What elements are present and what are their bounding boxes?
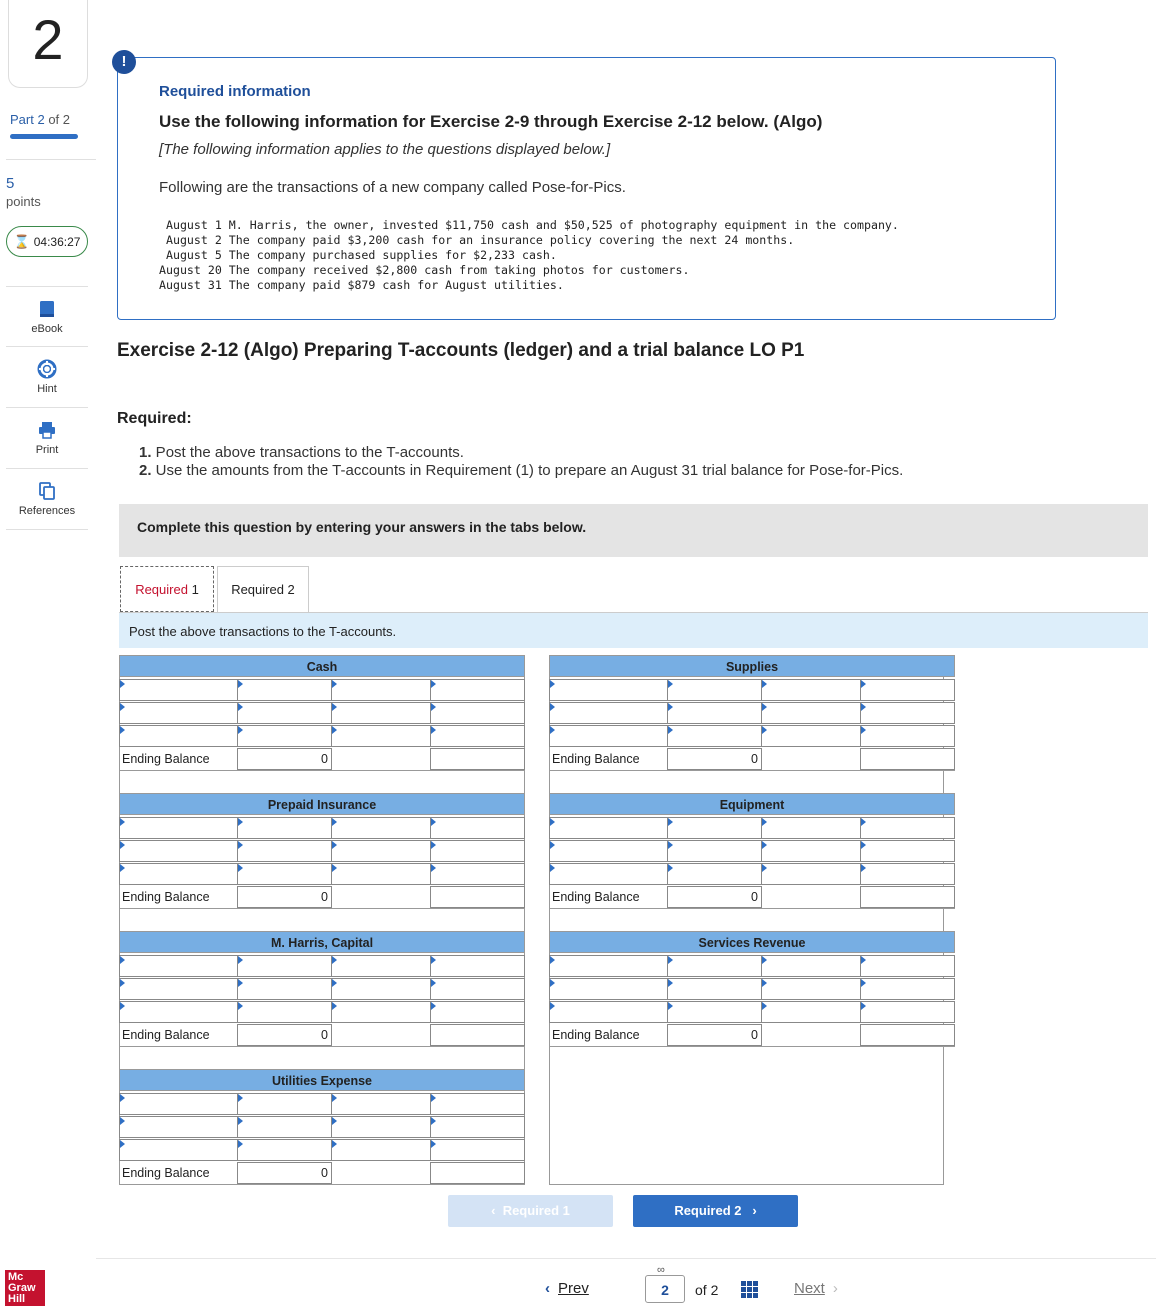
entry-amount-input[interactable] bbox=[860, 702, 955, 724]
entry-date-select[interactable] bbox=[549, 725, 668, 747]
entry-date-select[interactable] bbox=[761, 725, 861, 747]
entry-date-select[interactable] bbox=[549, 817, 668, 839]
entry-amount-input[interactable] bbox=[430, 725, 525, 747]
ending-balance-debit: 0 bbox=[667, 886, 762, 908]
ending-balance-credit bbox=[860, 1024, 955, 1046]
entry-date-select[interactable] bbox=[761, 978, 861, 1000]
prev-question-button[interactable] bbox=[545, 1280, 589, 1297]
t-account-title: Services Revenue bbox=[549, 931, 955, 953]
entry-amount-input[interactable] bbox=[667, 702, 762, 724]
entry-date-select[interactable] bbox=[761, 955, 861, 977]
ending-balance-credit bbox=[860, 886, 955, 908]
ending-balance-credit bbox=[430, 1024, 525, 1046]
row-divider bbox=[119, 770, 525, 771]
entry-date-select[interactable] bbox=[331, 725, 431, 747]
page-number-box[interactable]: 2 bbox=[645, 1275, 685, 1303]
ending-balance-debit: 0 bbox=[237, 886, 332, 908]
transaction-line: August 31 The company paid $879 cash for August utilities. bbox=[159, 278, 564, 292]
entry-date-select[interactable] bbox=[119, 1139, 238, 1161]
ebook-button[interactable] bbox=[6, 286, 88, 347]
entry-date-select[interactable] bbox=[549, 978, 668, 1000]
entry-amount-input[interactable] bbox=[667, 863, 762, 885]
print-button[interactable] bbox=[6, 408, 88, 469]
requirement-1 bbox=[139, 444, 903, 462]
printer-icon bbox=[37, 420, 57, 440]
logo-line: Hill bbox=[8, 1293, 26, 1305]
row-divider bbox=[119, 1046, 525, 1047]
row-divider bbox=[549, 1046, 955, 1047]
entry-amount-input[interactable] bbox=[667, 955, 762, 977]
question-number: 2 bbox=[8, 0, 88, 88]
transaction-line: August 20 The company received $2,800 cash from taking photos for customers. bbox=[159, 263, 690, 277]
entry-date-select[interactable] bbox=[119, 840, 238, 862]
ending-balance-label: Ending Balance bbox=[552, 890, 640, 904]
entry-amount-input[interactable] bbox=[860, 1001, 955, 1023]
references-button[interactable] bbox=[6, 469, 88, 530]
ending-balance-credit bbox=[430, 886, 525, 908]
entry-date-select[interactable] bbox=[549, 863, 668, 885]
entry-date-select[interactable] bbox=[549, 955, 668, 977]
entry-date-select[interactable] bbox=[119, 955, 238, 977]
t-account-prepaid-insurance bbox=[119, 793, 525, 909]
entry-date-select[interactable] bbox=[331, 840, 431, 862]
row-divider bbox=[119, 1184, 525, 1185]
requirements-list bbox=[139, 444, 903, 480]
part-num: 2 bbox=[37, 112, 45, 127]
entry-amount-input[interactable] bbox=[237, 863, 332, 885]
entry-amount-input[interactable] bbox=[667, 817, 762, 839]
references-label: References bbox=[18, 505, 76, 517]
divider bbox=[6, 159, 96, 160]
entry-amount-input[interactable] bbox=[430, 679, 525, 701]
entry-amount-input[interactable] bbox=[430, 1093, 525, 1115]
transaction-line: August 1 M. Harris, the owner, invested $11,750 cash and $50,525 of photography equipment in the company. bbox=[159, 218, 899, 232]
tab-required-1[interactable] bbox=[120, 566, 214, 612]
row-divider bbox=[549, 908, 955, 909]
t-account-title: Prepaid Insurance bbox=[119, 793, 525, 815]
entry-amount-input[interactable] bbox=[237, 955, 332, 977]
entry-amount-input[interactable] bbox=[667, 725, 762, 747]
entry-date-select[interactable] bbox=[761, 679, 861, 701]
logo-line: Mc bbox=[8, 1271, 24, 1283]
entry-amount-input[interactable] bbox=[430, 840, 525, 862]
ending-balance-credit bbox=[430, 1162, 525, 1184]
ending-balance-label: Ending Balance bbox=[552, 752, 640, 766]
entry-date-select[interactable] bbox=[331, 1139, 431, 1161]
entry-amount-input[interactable] bbox=[430, 817, 525, 839]
book-icon bbox=[37, 299, 57, 319]
info-heading: Use the following information for Exercise 2-9 through Exercise 2-12 below. (Algo) bbox=[159, 112, 823, 131]
entry-amount-input[interactable] bbox=[667, 978, 762, 1000]
entry-amount-input[interactable] bbox=[237, 1001, 332, 1023]
entry-amount-input[interactable] bbox=[860, 955, 955, 977]
prev-requirement-button[interactable] bbox=[448, 1195, 613, 1227]
lifebuoy-icon bbox=[37, 359, 57, 379]
requirement-2 bbox=[139, 462, 903, 480]
req-num: 1. bbox=[139, 444, 152, 461]
entry-date-select[interactable] bbox=[119, 1093, 238, 1115]
t-account-cash bbox=[119, 655, 525, 771]
part-indicator bbox=[10, 112, 70, 127]
t-account-title: Utilities Expense bbox=[119, 1069, 525, 1091]
ebook-label: eBook bbox=[31, 323, 63, 335]
entry-date-select[interactable] bbox=[119, 1001, 238, 1023]
chevron-left-icon: ‹ bbox=[491, 1203, 496, 1218]
tab-num: 1 bbox=[191, 582, 199, 597]
req-text: Post the above transactions to the T-accounts. bbox=[151, 444, 464, 461]
entry-amount-input[interactable] bbox=[237, 1116, 332, 1138]
grid-view-icon[interactable] bbox=[741, 1281, 758, 1298]
entry-amount-input[interactable] bbox=[237, 817, 332, 839]
t-account-supplies bbox=[549, 655, 955, 771]
transaction-line: August 5 The company purchased supplies for $2,233 cash. bbox=[159, 248, 557, 262]
entry-date-select[interactable] bbox=[761, 1001, 861, 1023]
entry-date-select[interactable] bbox=[119, 702, 238, 724]
entry-amount-input[interactable] bbox=[667, 1001, 762, 1023]
entry-amount-input[interactable] bbox=[430, 863, 525, 885]
transactions-list bbox=[159, 218, 899, 293]
entry-amount-input[interactable] bbox=[860, 725, 955, 747]
chevron-left-icon: ‹ bbox=[545, 1280, 550, 1297]
t-account-title: Cash bbox=[119, 655, 525, 677]
footer-divider bbox=[96, 1258, 1156, 1259]
link-icon: ∞ bbox=[657, 1264, 665, 1276]
logo-line: Graw bbox=[8, 1282, 36, 1294]
entry-amount-input[interactable] bbox=[430, 978, 525, 1000]
timer[interactable] bbox=[6, 226, 88, 257]
chevron-right-icon: › bbox=[832, 1280, 838, 1297]
sidebar bbox=[0, 0, 96, 1306]
row-divider bbox=[549, 770, 955, 771]
entry-amount-input[interactable] bbox=[667, 679, 762, 701]
required-heading: Required: bbox=[117, 410, 192, 427]
entry-date-select[interactable] bbox=[331, 679, 431, 701]
ending-balance-debit: 0 bbox=[237, 748, 332, 770]
part-of: of 2 bbox=[48, 112, 71, 127]
entry-amount-input[interactable] bbox=[237, 1139, 332, 1161]
t-account-title: M. Harris, Capital bbox=[119, 931, 525, 953]
hourglass-icon: ⌛ bbox=[13, 233, 30, 249]
ending-balance-label: Ending Balance bbox=[122, 1028, 210, 1042]
entry-date-select[interactable] bbox=[331, 702, 431, 724]
entry-date-select[interactable] bbox=[119, 978, 238, 1000]
next-question-button[interactable] bbox=[794, 1280, 838, 1297]
ending-balance-debit: 0 bbox=[237, 1024, 332, 1046]
ending-balance-label: Ending Balance bbox=[122, 752, 210, 766]
entry-date-select[interactable] bbox=[119, 679, 238, 701]
print-label: Print bbox=[35, 444, 59, 456]
tab-required-2[interactable]: Required 2 bbox=[217, 566, 309, 612]
entry-amount-input[interactable] bbox=[430, 955, 525, 977]
t-account-services-revenue bbox=[549, 931, 955, 1047]
t-account-title: Equipment bbox=[549, 793, 955, 815]
entry-amount-input[interactable] bbox=[860, 863, 955, 885]
copy-icon bbox=[37, 481, 57, 501]
points-label: points bbox=[6, 194, 41, 209]
entry-amount-input[interactable] bbox=[430, 1116, 525, 1138]
next-label: Next bbox=[794, 1280, 825, 1297]
entry-date-select[interactable] bbox=[119, 817, 238, 839]
entry-amount-input[interactable] bbox=[430, 1001, 525, 1023]
ending-balance-credit bbox=[860, 748, 955, 770]
row-divider bbox=[119, 908, 525, 909]
entry-amount-input[interactable] bbox=[237, 840, 332, 862]
entry-date-select[interactable] bbox=[331, 817, 431, 839]
entry-amount-input[interactable] bbox=[237, 725, 332, 747]
entry-amount-input[interactable] bbox=[860, 978, 955, 1000]
next-req-label: Required 2 bbox=[674, 1203, 742, 1218]
entry-date-select[interactable] bbox=[119, 725, 238, 747]
ending-balance-credit bbox=[430, 748, 525, 770]
required-info-title: Required information bbox=[159, 83, 311, 100]
entry-date-select[interactable] bbox=[331, 955, 431, 977]
t-account-utilities-expense bbox=[119, 1069, 525, 1185]
entry-date-select[interactable] bbox=[119, 863, 238, 885]
entry-amount-input[interactable] bbox=[667, 840, 762, 862]
ending-balance-label: Ending Balance bbox=[122, 1166, 210, 1180]
exercise-title: Exercise 2-12 (Algo) Preparing T-accounts (ledger) and a trial balance LO P1 bbox=[117, 340, 805, 361]
entry-amount-input[interactable] bbox=[430, 1139, 525, 1161]
prev-req-label: Required 1 bbox=[502, 1203, 570, 1218]
entry-amount-input[interactable] bbox=[237, 978, 332, 1000]
part-progress-bar bbox=[10, 134, 78, 139]
page-total: of 2 bbox=[695, 1282, 719, 1298]
ending-balance-debit: 0 bbox=[667, 1024, 762, 1046]
mcgraw-hill-logo bbox=[5, 1270, 45, 1306]
entry-date-select[interactable] bbox=[549, 702, 668, 724]
tab-word: Required bbox=[135, 582, 188, 597]
ending-balance-label: Ending Balance bbox=[552, 1028, 640, 1042]
entry-amount-input[interactable] bbox=[237, 1093, 332, 1115]
ending-balance-label: Ending Balance bbox=[122, 890, 210, 904]
complete-instruction: Complete this question by entering your answers in the tabs below. bbox=[119, 504, 1148, 557]
req-text: Use the amounts from the T-accounts in Requirement (1) to prepare an August 31 trial balance for Pose-for-Pics. bbox=[151, 462, 904, 479]
next-requirement-button[interactable] bbox=[633, 1195, 798, 1227]
info-applies: [The following information applies to the questions displayed below.] bbox=[159, 141, 611, 158]
entry-date-select[interactable] bbox=[549, 840, 668, 862]
entry-date-select[interactable] bbox=[761, 702, 861, 724]
t-account-m-harris-capital bbox=[119, 931, 525, 1047]
entry-date-select[interactable] bbox=[331, 1116, 431, 1138]
info-intro: Following are the transactions of a new company called Pose-for-Pics. bbox=[159, 179, 626, 196]
t-account-title: Supplies bbox=[549, 655, 955, 677]
entry-date-select[interactable] bbox=[119, 1116, 238, 1138]
entry-date-select[interactable] bbox=[331, 863, 431, 885]
entry-date-select[interactable] bbox=[549, 679, 668, 701]
chevron-right-icon: › bbox=[752, 1203, 757, 1218]
entry-date-select[interactable] bbox=[761, 863, 861, 885]
tab-instruction: Post the above transactions to the T-accounts. bbox=[119, 613, 1148, 648]
entry-amount-input[interactable] bbox=[860, 679, 955, 701]
entry-date-select[interactable] bbox=[761, 817, 861, 839]
t-account-equipment bbox=[549, 793, 955, 909]
alert-icon: ! bbox=[112, 50, 136, 74]
hint-label: Hint bbox=[37, 383, 57, 395]
prev-label: Prev bbox=[558, 1280, 589, 1297]
entry-amount-input[interactable] bbox=[430, 702, 525, 724]
entry-amount-input[interactable] bbox=[237, 702, 332, 724]
points-value: 5 bbox=[6, 175, 15, 192]
entry-date-select[interactable] bbox=[549, 1001, 668, 1023]
entry-amount-input[interactable] bbox=[860, 840, 955, 862]
transaction-line: August 2 The company paid $3,200 cash for an insurance policy covering the next 24 months. bbox=[159, 233, 795, 247]
entry-amount-input[interactable] bbox=[860, 817, 955, 839]
ending-balance-debit: 0 bbox=[237, 1162, 332, 1184]
ending-balance-debit: 0 bbox=[667, 748, 762, 770]
entry-date-select[interactable] bbox=[331, 1093, 431, 1115]
timer-value: 04:36:27 bbox=[33, 234, 81, 249]
part-word: Part bbox=[10, 112, 34, 127]
entry-amount-input[interactable] bbox=[237, 679, 332, 701]
hint-button[interactable] bbox=[6, 347, 88, 408]
grid-gap bbox=[524, 655, 550, 1185]
entry-date-select[interactable] bbox=[331, 1001, 431, 1023]
req-num: 2. bbox=[139, 462, 152, 479]
entry-date-select[interactable] bbox=[761, 840, 861, 862]
entry-date-select[interactable] bbox=[331, 978, 431, 1000]
